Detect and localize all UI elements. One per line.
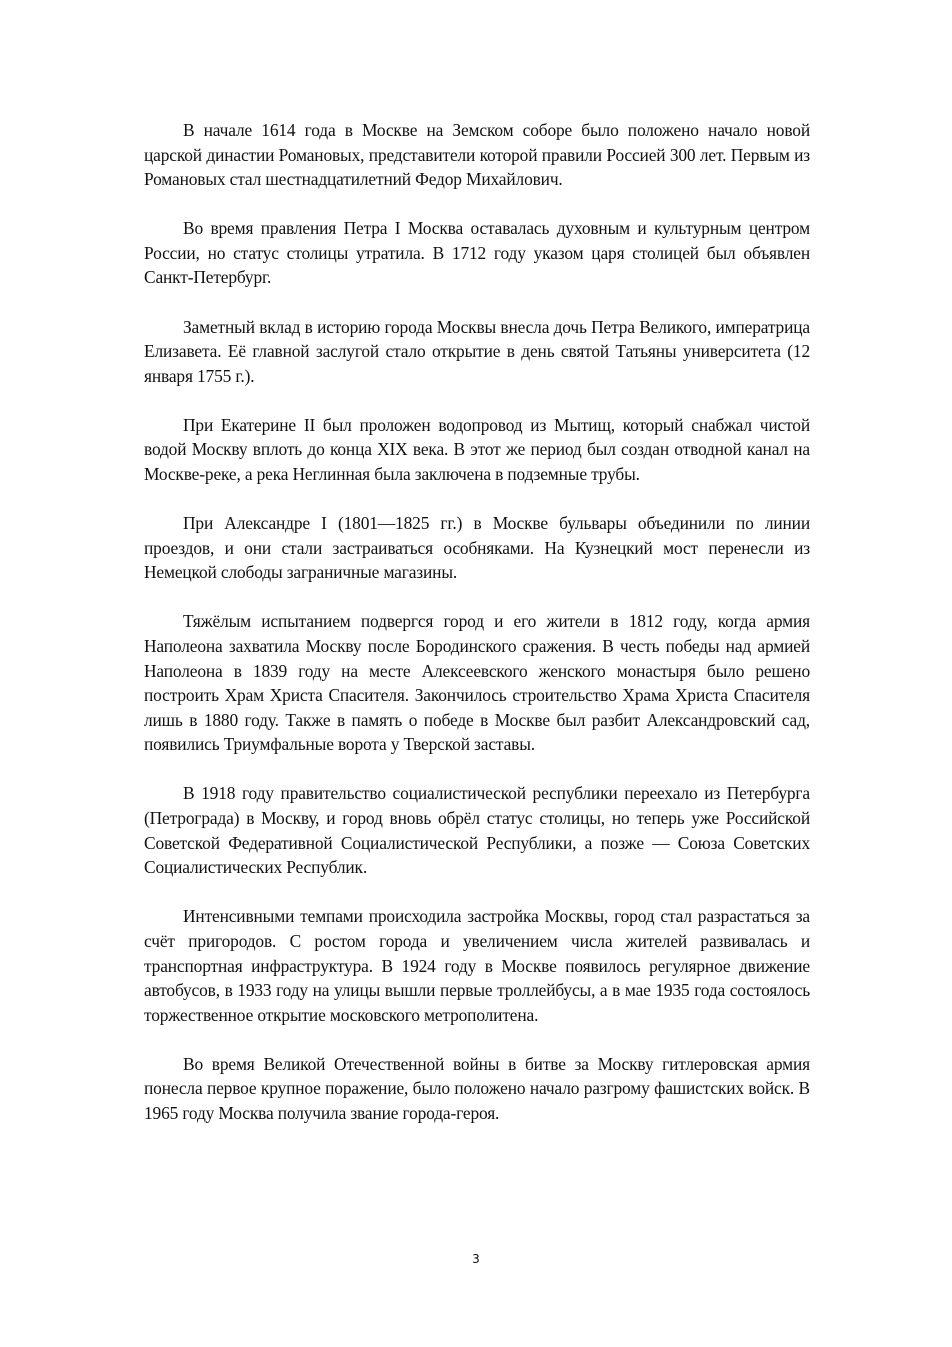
paragraph-capital-1918: В 1918 году правительство социалистической республики переехало из Петербурга (Петрограда) в Москву, и город вновь обрёл статус столицы, но теперь уже Российской Советской Федеративной Социалистической Республики, а позже — Союза Советских Социалистических Республик. xyxy=(144,783,810,878)
paragraph-catherine-water-supply: При Екатерине II был проложен водопровод из Мытищ, который снабжал чистой водой Москву вплоть до конца XIX века. В этот же период был создан отводной канал на Москве-реке, а река Неглинная была заключена в подземные трубы. xyxy=(144,414,810,485)
page-number: 3 xyxy=(472,1252,480,1266)
paragraph-romanov-dynasty: В начале 1614 года в Москве на Земском соборе было положено начало новой царской династии Романовых, представители которой правили Россией 300 лет. Первым из Романовых стал шестнадцатилетний Федор Михайлович. xyxy=(144,120,810,190)
paragraph-alexander-boulevards: При Александре I (1801—1825 гг.) в Москве бульвары объединили по линии проездов, и они стали застраиваться особняками. На Кузнецкий мост перенесли из Немецкой слободы заграничные магазины. xyxy=(144,513,810,583)
paragraph-city-growth-transport: Интенсивными темпами происходила застройка Москвы, город стал разрастаться за счёт пригородов. С ростом города и увеличением числа жителей развивалась и транспортная инфраструктура. В 1924 году в Москве появилось регулярное движение автобусов, в 1933 году на улицы вышли первые троллейбусы, а в мае 1935 года состоялось торжественное открытие московского метрополитена. xyxy=(144,906,810,1025)
paragraph-napoleon-1812: Тяжёлым испытанием подвергся город и его жители в 1812 году, когда армия Наполеона захватила Москву после Бородинского сражения. В честь победы над армией Наполеона в 1839 году на месте Алексеевского женского монастыря было решено построить Храм Христа Спасителя. Закончилось строительство Храма Христа Спасителя лишь в 1880 году. Также в память о победе в Москве был разбит Александровский сад, появились Триумфальные ворота у Тверской заставы. xyxy=(144,611,810,755)
document-body xyxy=(144,118,810,1150)
paragraph-peter-the-great: Во время правления Петра I Москва оставалась духовным и культурным центром России, но статус столицы утратила. В 1712 году указом царя столицей был объявлен Санкт-Петербург. xyxy=(144,218,810,288)
paragraph-elizabeth-university: Заметный вклад в историю города Москвы внесла дочь Петра Великого, императрица Елизавета. Её главной заслугой стало открытие в день святой Татьяны университета (12 января 1755 г.). xyxy=(144,316,810,386)
paragraph-great-patriotic-war: Во время Великой Отечественной войны в битве за Москву гитлеровская армия понесла первое крупное поражение, было положено начало разгрому фашистских войск. В 1965 году Москва получила звание города-героя. xyxy=(144,1053,810,1123)
